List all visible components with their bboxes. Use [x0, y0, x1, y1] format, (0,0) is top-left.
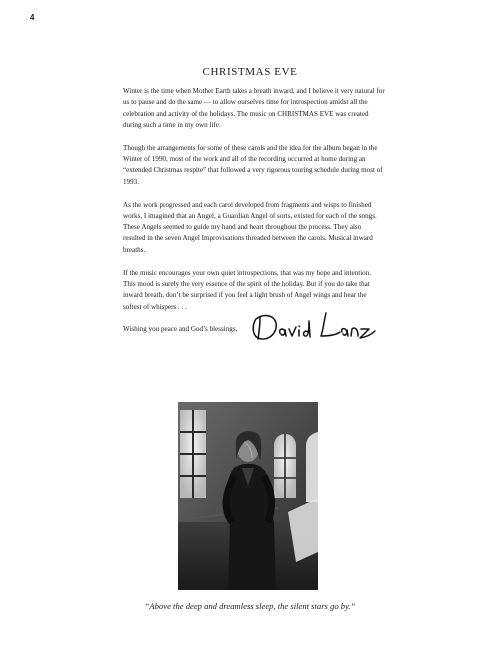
closing-line: Wishing you peace and God’s blessings, [123, 325, 238, 334]
page-title: CHRISTMAS EVE [202, 66, 298, 78]
paragraph-3: As the work progressed and each carol developed from fragments and wisps to finished works, I imagined that an Angel, a Guardian Angel of sorts, existed for each of the songs. These Angels seemed to guide my hand and heart throughout the process. They also resulted in the seven Angel Improvisations threaded between the carols. Musical inward breaths. [123, 200, 377, 254]
paragraph-2: Though the arrangements for some of these carols and the idea for the album began in the Winter of 1990, most of the work and all of the recording occurred at home during an “extended Christmas respite” that followed a very rigorous touring schedule during most of 1993. [123, 143, 383, 186]
signature-image [248, 305, 378, 347]
paragraph-4: If the music encourages your own quiet introspections, that was my hope and intention. This mood is surely the very essence of the spirit of the holiday. But if you do take that inward breath, don’t be surprised if you feel a light brush of Angel wings and hear the softest of whispers . . . [123, 268, 372, 311]
portrait-photo [178, 402, 318, 590]
paragraph-1: Winter is the time when Mother Earth takes a breath inward, and I believe it very natural for us to pause and do the same — to allow ourselves time for introspection amidst all the celebration and activity of the holidays. The music on CHRISTMAS EVE was created during such a time in my own life. [123, 87, 385, 129]
photo-caption: “Above the deep and dreamless sleep, the silent stars go by.” [144, 601, 356, 611]
page-number: 4 [30, 13, 35, 22]
